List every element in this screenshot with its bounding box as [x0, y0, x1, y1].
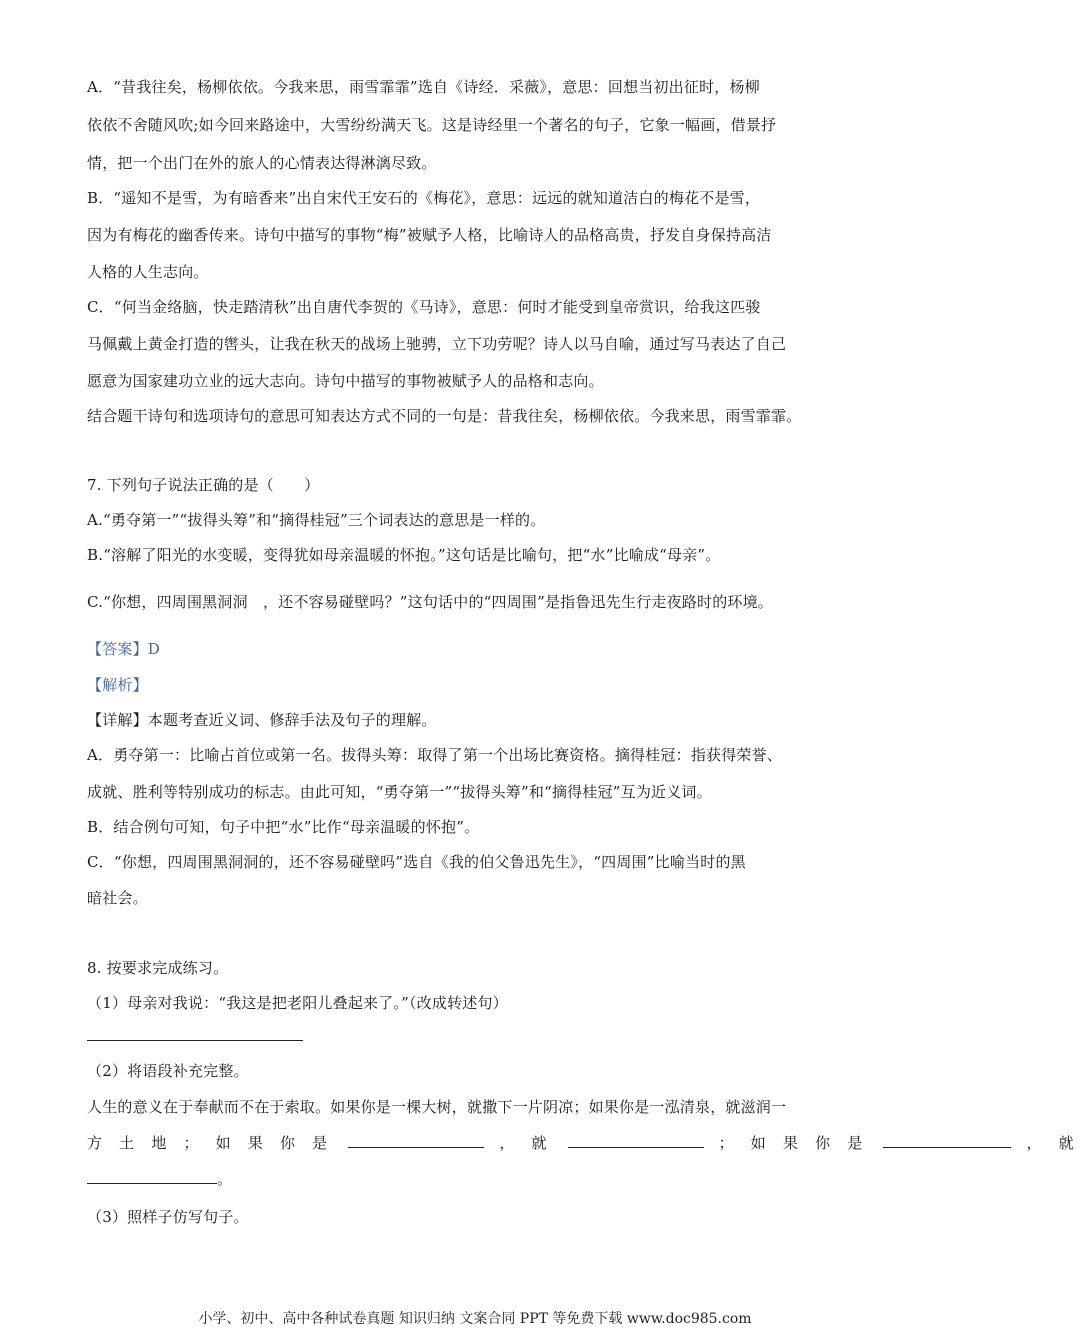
option-a-line-3: 情，把一个出门在外的旅人的心情表达得淋漓尽致。: [87, 154, 437, 172]
question-7-stem: 7. 下列句子说法正确的是（ ）: [87, 476, 320, 494]
paragraph-line-3: [87, 1168, 232, 1189]
option-a-line-2: 依依不舍随风吹;如今回来路途中，大雪纷纷满天飞。这是诗经里一个著名的句子，它象一幅画，借景抒: [87, 116, 777, 134]
option-a-line-1: A．“昔我往矣，杨柳依依。今我来思，雨雪霏霏”选自《诗经．采薇》，意思：回想当初出征时，杨柳: [87, 78, 760, 96]
option-b-line-1: B．“遥知不是雪，为有暗香来”出自宋代王安石的《梅花》，意思：远远的就知道洁白的梅花不是雪，: [87, 189, 761, 207]
detail-line: 【详解】本题考查近义词、修辞手法及句子的理解。: [87, 711, 437, 729]
explanation-b: B．结合例句可知，句子中把“水”比作“母亲温暖的怀抱”。: [87, 818, 480, 836]
paragraph-text-d: ， 就: [1026, 1134, 1080, 1152]
analysis-label: 【解析】: [87, 676, 148, 694]
explanation-c-line-2: 暗社会。: [87, 889, 148, 907]
paragraph-line-1: 人生的意义在于奉献而不在于索取。如果你是一棵大树，就撒下一片阴凉；如果你是一泓清泉，就滋润一: [87, 1098, 787, 1116]
fill-blank-2[interactable]: [568, 1133, 704, 1148]
explanation-c-line-1: C．“你想，四周围黑洞洞的，还不容易碰壁吗”选自《我的伯父鲁迅先生》，“四周围”比喻当时的黑: [87, 853, 746, 871]
question-7-option-c: C.“你想，四周围黑洞洞 ，还不容易碰壁吗？”这句话中的“四周围”是指鲁迅先生行走夜路时的环境。: [87, 593, 773, 611]
explanation-a-line-1: A．勇夺第一：比喻占首位或第一名。拔得头筹：取得了第一个出场比赛资格。摘得桂冠：指获得荣誉、: [87, 746, 783, 764]
question-8-part-3: （3）照样子仿写句子。: [87, 1208, 249, 1226]
question-8-part-2: （2）将语段补充完整。: [87, 1062, 249, 1080]
question-8-part-1: （1）母亲对我说：“我这是把老阳儿叠起来了。”（改成转述句）: [87, 994, 508, 1012]
option-c-line-1: C．“何当金络脑，快走踏清秋”出自唐代李贺的《马诗》，意思：何时才能受到皇帝赏识，给我这匹骏: [87, 298, 761, 316]
question-7-option-b: B.“溶解了阳光的水变暖，变得犹如母亲温暖的怀抱。”这句话是比喻句，把“水”比喻成“母亲”。: [87, 546, 721, 564]
question-8-stem: 8. 按要求完成练习。: [87, 959, 229, 977]
answer-label: 【答案】D: [87, 640, 161, 658]
paragraph-text-b: ， 就: [499, 1134, 553, 1152]
paragraph-text-c: ； 如 果 你 是: [718, 1134, 869, 1152]
explanation-a-line-2: 成就、胜利等特别成功的标志。由此可知，“勇夺第一”“拔得头筹”和“摘得桂冠”互为近义词。: [87, 783, 712, 801]
option-c-line-3: 愿意为国家建功立业的远大志向。诗句中描写的事物被赋予人的品格和志向。: [87, 372, 604, 390]
page-footer: 小学、初中、高中各种试卷真题 知识归纳 文案合同 PPT 等免费下载 www.doc985.com: [198, 1311, 752, 1327]
paragraph-line-2: [87, 1132, 1080, 1153]
paragraph-text-a: 方 土 地 ； 如 果 你 是: [87, 1134, 334, 1152]
fill-blank-1[interactable]: [348, 1133, 484, 1148]
answer-blank-1[interactable]: [87, 1040, 303, 1041]
paragraph-end: 。: [217, 1170, 233, 1188]
fill-blank-3[interactable]: [883, 1133, 1011, 1148]
option-b-line-2: 因为有梅花的幽香传来。诗句中描写的事物“梅”被赋予人格，比喻诗人的品格高贵，抒发自身保持高洁: [87, 226, 772, 244]
option-b-line-3: 人格的人生志向。: [87, 263, 209, 281]
fill-blank-4[interactable]: [87, 1169, 217, 1184]
option-c-line-2: 马佩戴上黄金打造的辔头，让我在秋天的战场上驰骋，立下功劳呢？诗人以马自喻，通过写马表达了自己: [87, 335, 787, 353]
conclusion-line: 结合题干诗句和选项诗句的意思可知表达方式不同的一句是：昔我往矣，杨柳依依。今我来思，雨雪霏霏。: [87, 407, 802, 425]
question-7-option-a: A.“勇夺第一”“拔得头筹”和“摘得桂冠”三个词表达的意思是一样的。: [87, 511, 546, 529]
